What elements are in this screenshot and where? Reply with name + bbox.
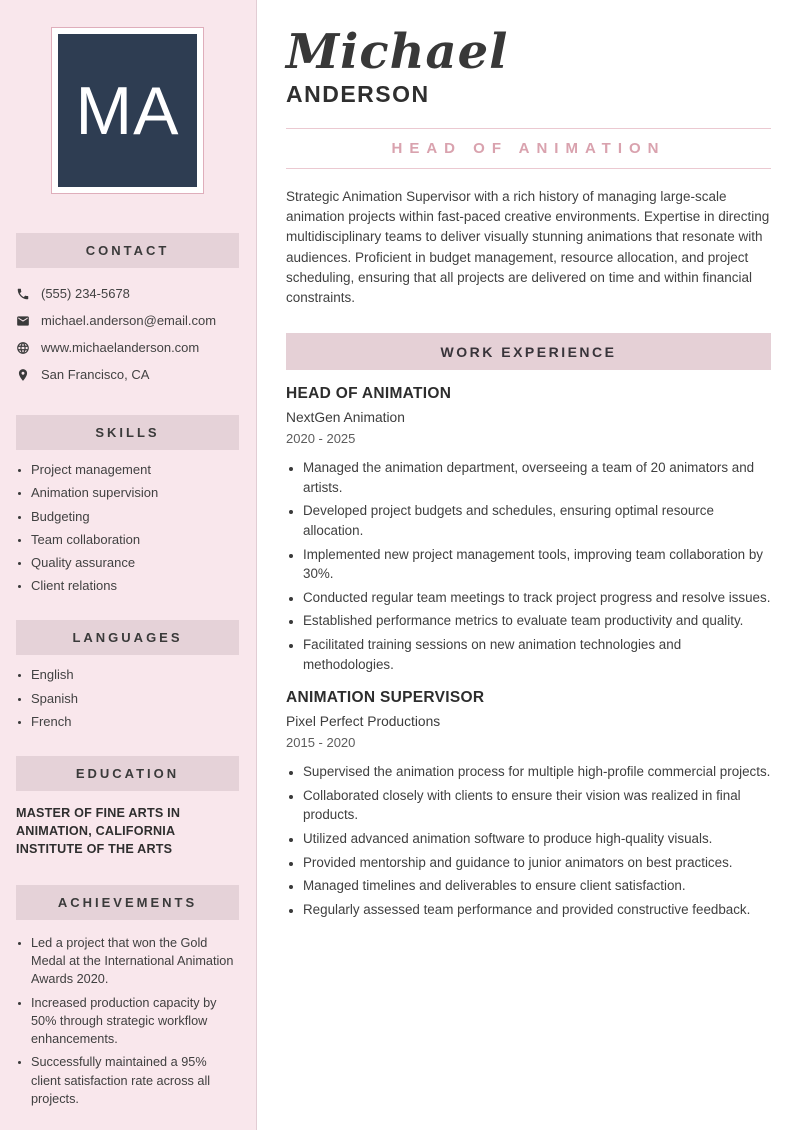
location-icon xyxy=(16,368,30,382)
phone-icon xyxy=(16,287,30,301)
contact-item-website xyxy=(16,334,239,361)
monogram-initials: MA xyxy=(75,72,180,149)
languages-section xyxy=(16,620,239,729)
education-section xyxy=(16,756,239,858)
job-bullet: • Collaborated closely with clients to ensure their vision was realized in final products. xyxy=(303,786,771,825)
skill-item: • Client relations xyxy=(31,579,239,593)
email-address: michael.anderson@email.com xyxy=(41,313,217,328)
skill-item: • Quality assurance xyxy=(31,556,239,570)
job-dates: 2020 - 2025 xyxy=(286,431,356,447)
contact-list xyxy=(16,280,239,388)
job-entry xyxy=(286,689,771,919)
skills-section xyxy=(16,415,239,593)
skill-item: • Animation supervision xyxy=(31,486,239,500)
job-bullet: • Supervised the animation process for multiple high-profile commercial projects. xyxy=(303,762,771,782)
job-company: NextGen Animation xyxy=(286,410,405,426)
email-icon xyxy=(16,314,30,328)
contact-section-header: CONTACT xyxy=(16,233,239,268)
job-bullet: • Regularly assessed team performance and provided constructive feedback. xyxy=(303,900,771,920)
job-bullet: • Facilitated training sessions on new animation technologies and methodologies. xyxy=(303,635,771,674)
website-url: www.michaelanderson.com xyxy=(41,340,200,355)
job-bullet: • Provided mentorship and guidance to junior animators on best practices. xyxy=(303,853,771,873)
first-name: Michael xyxy=(286,24,509,80)
job-bullet: • Developed project budgets and schedules, ensuring optimal resource allocation. xyxy=(303,501,771,540)
job-title: HEAD OF ANIMATION xyxy=(286,385,452,403)
contact-item-location xyxy=(16,361,239,388)
job-title: ANIMATION SUPERVISOR xyxy=(286,689,485,707)
contact-item-phone xyxy=(16,280,239,307)
divider-bottom xyxy=(286,168,771,169)
education-section-header: EDUCATION xyxy=(16,756,239,791)
achievements-list xyxy=(16,934,239,1108)
summary-paragraph: Strategic Animation Supervisor with a rich history of managing large-scale animation projects within fast-paced creative environments. Expertise in directing multidisciplinary teams to deliver visually stunning animations that resonate with audiences. Proficient in budget management, resource allocation, and project scheduling, ensuring that all projects are delivered on time and within financial constraints. xyxy=(286,189,770,306)
language-item: • Spanish xyxy=(31,692,239,706)
degree-text: MASTER OF FINE ARTS IN ANIMATION, CALIFORNIA INSTITUTE OF THE ARTS xyxy=(16,806,181,857)
job-bullet: • Conducted regular team meetings to track project progress and resolve issues. xyxy=(303,588,771,608)
achievement-item: • Led a project that won the Gold Medal at the International Animation Awards 2020. xyxy=(31,934,239,989)
last-name: ANDERSON xyxy=(286,81,430,107)
sidebar xyxy=(0,0,257,1130)
job-bullet: • Managed the animation department, overseeing a team of 20 animators and artists. xyxy=(303,458,771,497)
monogram-frame xyxy=(51,27,204,194)
language-item: • English xyxy=(31,668,239,682)
skill-item: • Budgeting xyxy=(31,510,239,524)
language-item: • French xyxy=(31,715,239,729)
job-bullet: • Utilized advanced animation software to produce high-quality visuals. xyxy=(303,829,771,849)
contact-item-email xyxy=(16,307,239,334)
page-title: HEAD OF ANIMATION xyxy=(391,140,666,157)
languages-section-header: LANGUAGES xyxy=(16,620,239,655)
job-entry xyxy=(286,385,771,674)
skills-section-header: SKILLS xyxy=(16,415,239,450)
languages-list xyxy=(16,668,239,729)
job-bullet: • Implemented new project management tools, improving team collaboration by 30%. xyxy=(303,545,771,584)
job-dates: 2015 - 2020 xyxy=(286,735,356,751)
achievement-item: • Increased production capacity by 50% through strategic workflow enhancements. xyxy=(31,994,239,1049)
achievements-section-header: ACHIEVEMENTS xyxy=(16,885,239,920)
achievements-section xyxy=(16,885,239,1108)
skill-item: • Project management xyxy=(31,463,239,477)
phone-number: (555) 234-5678 xyxy=(41,286,130,301)
job-bullet-list xyxy=(286,762,771,919)
job-bullet: • Established performance metrics to evaluate team productivity and quality. xyxy=(303,611,771,631)
globe-icon xyxy=(16,341,30,355)
skill-item: • Team collaboration xyxy=(31,533,239,547)
skills-list xyxy=(16,463,239,593)
job-bullet-list xyxy=(286,458,771,674)
location-text: San Francisco, CA xyxy=(41,367,150,382)
work-experience-header: WORK EXPERIENCE xyxy=(286,333,771,370)
job-bullet: • Managed timelines and deliverables to ensure client satisfaction. xyxy=(303,876,771,896)
achievement-item: • Successfully maintained a 95% client satisfaction rate across all projects. xyxy=(31,1053,239,1108)
job-company: Pixel Perfect Productions xyxy=(286,714,441,730)
monogram xyxy=(58,34,197,187)
main-content xyxy=(257,0,800,1130)
